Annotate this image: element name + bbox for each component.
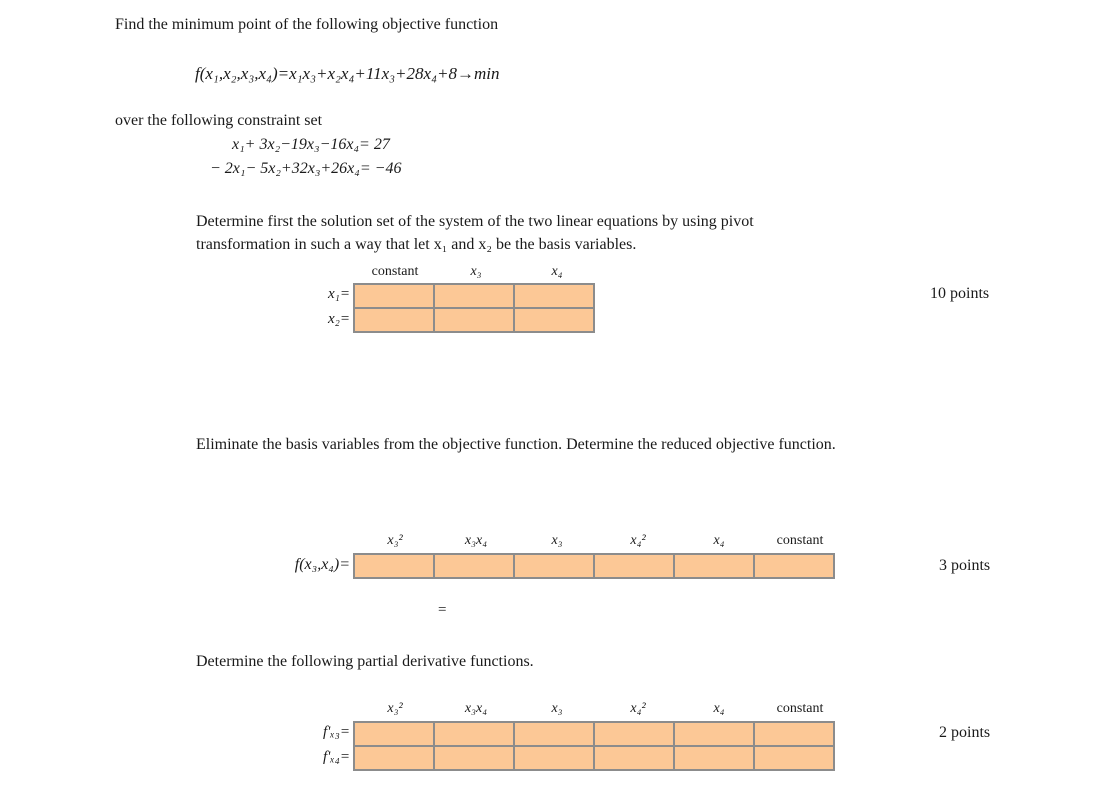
s1-row-label-x2: x₂=: [328, 311, 350, 327]
s1-x1-x3-cell[interactable]: [434, 284, 514, 308]
s3-fx4-constant-cell[interactable]: [754, 746, 834, 770]
s2-constant-cell[interactable]: [754, 554, 834, 578]
s2-x4-cell[interactable]: [674, 554, 754, 578]
objective-function: f(x₁,x₂,x₃,x₄)=x₁x₃+x₂x₄+11x₃+28x₄+8→min: [195, 64, 500, 83]
s1-row-x1: [354, 284, 594, 308]
s3-header-x3: x₃: [551, 701, 563, 716]
s1-x2-x4-cell[interactable]: [514, 308, 594, 332]
s2-x3-cell[interactable]: [514, 554, 594, 578]
s1-row-label-x1: x₁=: [328, 286, 350, 302]
s3-header-x3x4: x₃x₄: [464, 701, 488, 716]
s3-header-x3sq: x₃²: [387, 701, 403, 716]
s1-answer-grid: [353, 283, 595, 333]
s1-row-x2: [354, 308, 594, 332]
s2-x3sq-cell[interactable]: [354, 554, 434, 578]
constraint-1: x₁+ 3x₂−19x₃−16x₄= 27: [232, 136, 390, 153]
s3-fx4-x3x4-cell[interactable]: [434, 746, 514, 770]
s2-header-constant: constant: [776, 533, 824, 548]
s3-header-x4sq: x₄²: [630, 701, 646, 716]
section2-text: Eliminate the basis variables from the objective function. Determine the reduced objective function.: [196, 436, 836, 453]
s3-header-x4: x₄: [713, 701, 725, 716]
s3-fx3-constant-cell[interactable]: [754, 722, 834, 746]
s1-header-x3: x₃: [470, 264, 482, 279]
s2-equals-sign: =: [438, 602, 447, 618]
s3-fx3-x3x4-cell[interactable]: [434, 722, 514, 746]
s3-row-label-fx4: f'ₓ₄=: [323, 749, 350, 765]
constraint-2: − 2x₁− 5x₂+32x₃+26x₄= −46: [210, 160, 402, 177]
s2-header-x3sq: x₃²: [387, 533, 403, 548]
s3-row-fx4: [354, 746, 834, 770]
s1-header-x4: x₄: [551, 264, 563, 279]
s1-x2-x3-cell[interactable]: [434, 308, 514, 332]
s2-header-x4: x₄: [713, 533, 725, 548]
s3-fx3-x3sq-cell[interactable]: [354, 722, 434, 746]
s2-header-x4sq: x₄²: [630, 533, 646, 548]
s3-row-label-fx3: f'ₓ₃=: [323, 724, 350, 740]
s2-header-x3: x₃: [551, 533, 563, 548]
s2-x3x4-cell[interactable]: [434, 554, 514, 578]
section1-text-line2: transformation in such a way that let x₁ and x₂ be the basis variables.: [196, 236, 637, 253]
s2-row-label-f: f(x₃,x₄)=: [294, 556, 350, 573]
s3-fx3-x3-cell[interactable]: [514, 722, 594, 746]
s3-row-fx3: [354, 722, 834, 746]
s1-x2-constant-cell[interactable]: [354, 308, 434, 332]
s3-fx4-x4-cell[interactable]: [674, 746, 754, 770]
section1-text-line1: Determine first the solution set of the system of the two linear equations by using pivot: [196, 213, 754, 230]
s3-fx3-x4-cell[interactable]: [674, 722, 754, 746]
s2-answer-grid: [353, 553, 835, 579]
s3-fx4-x3sq-cell[interactable]: [354, 746, 434, 770]
s1-points: 10 points: [930, 285, 990, 302]
constraint-intro: over the following constraint set: [115, 112, 323, 129]
s2-points: 3 points: [939, 557, 991, 574]
s2-row-f: [354, 554, 834, 578]
s3-points: 2 points: [939, 724, 991, 741]
s2-header-x3x4: x₃x₄: [464, 533, 488, 548]
s3-fx4-x4sq-cell[interactable]: [594, 746, 674, 770]
s1-x1-constant-cell[interactable]: [354, 284, 434, 308]
s1-x1-x4-cell[interactable]: [514, 284, 594, 308]
s3-fx4-x3-cell[interactable]: [514, 746, 594, 770]
s3-header-constant: constant: [776, 701, 824, 716]
section3-text: Determine the following partial derivative functions.: [196, 653, 534, 670]
s1-header-constant: constant: [371, 264, 419, 279]
s2-x4sq-cell[interactable]: [594, 554, 674, 578]
s3-fx3-x4sq-cell[interactable]: [594, 722, 674, 746]
intro-text: Find the minimum point of the following objective function: [115, 16, 499, 33]
s3-answer-grid: [353, 721, 835, 771]
